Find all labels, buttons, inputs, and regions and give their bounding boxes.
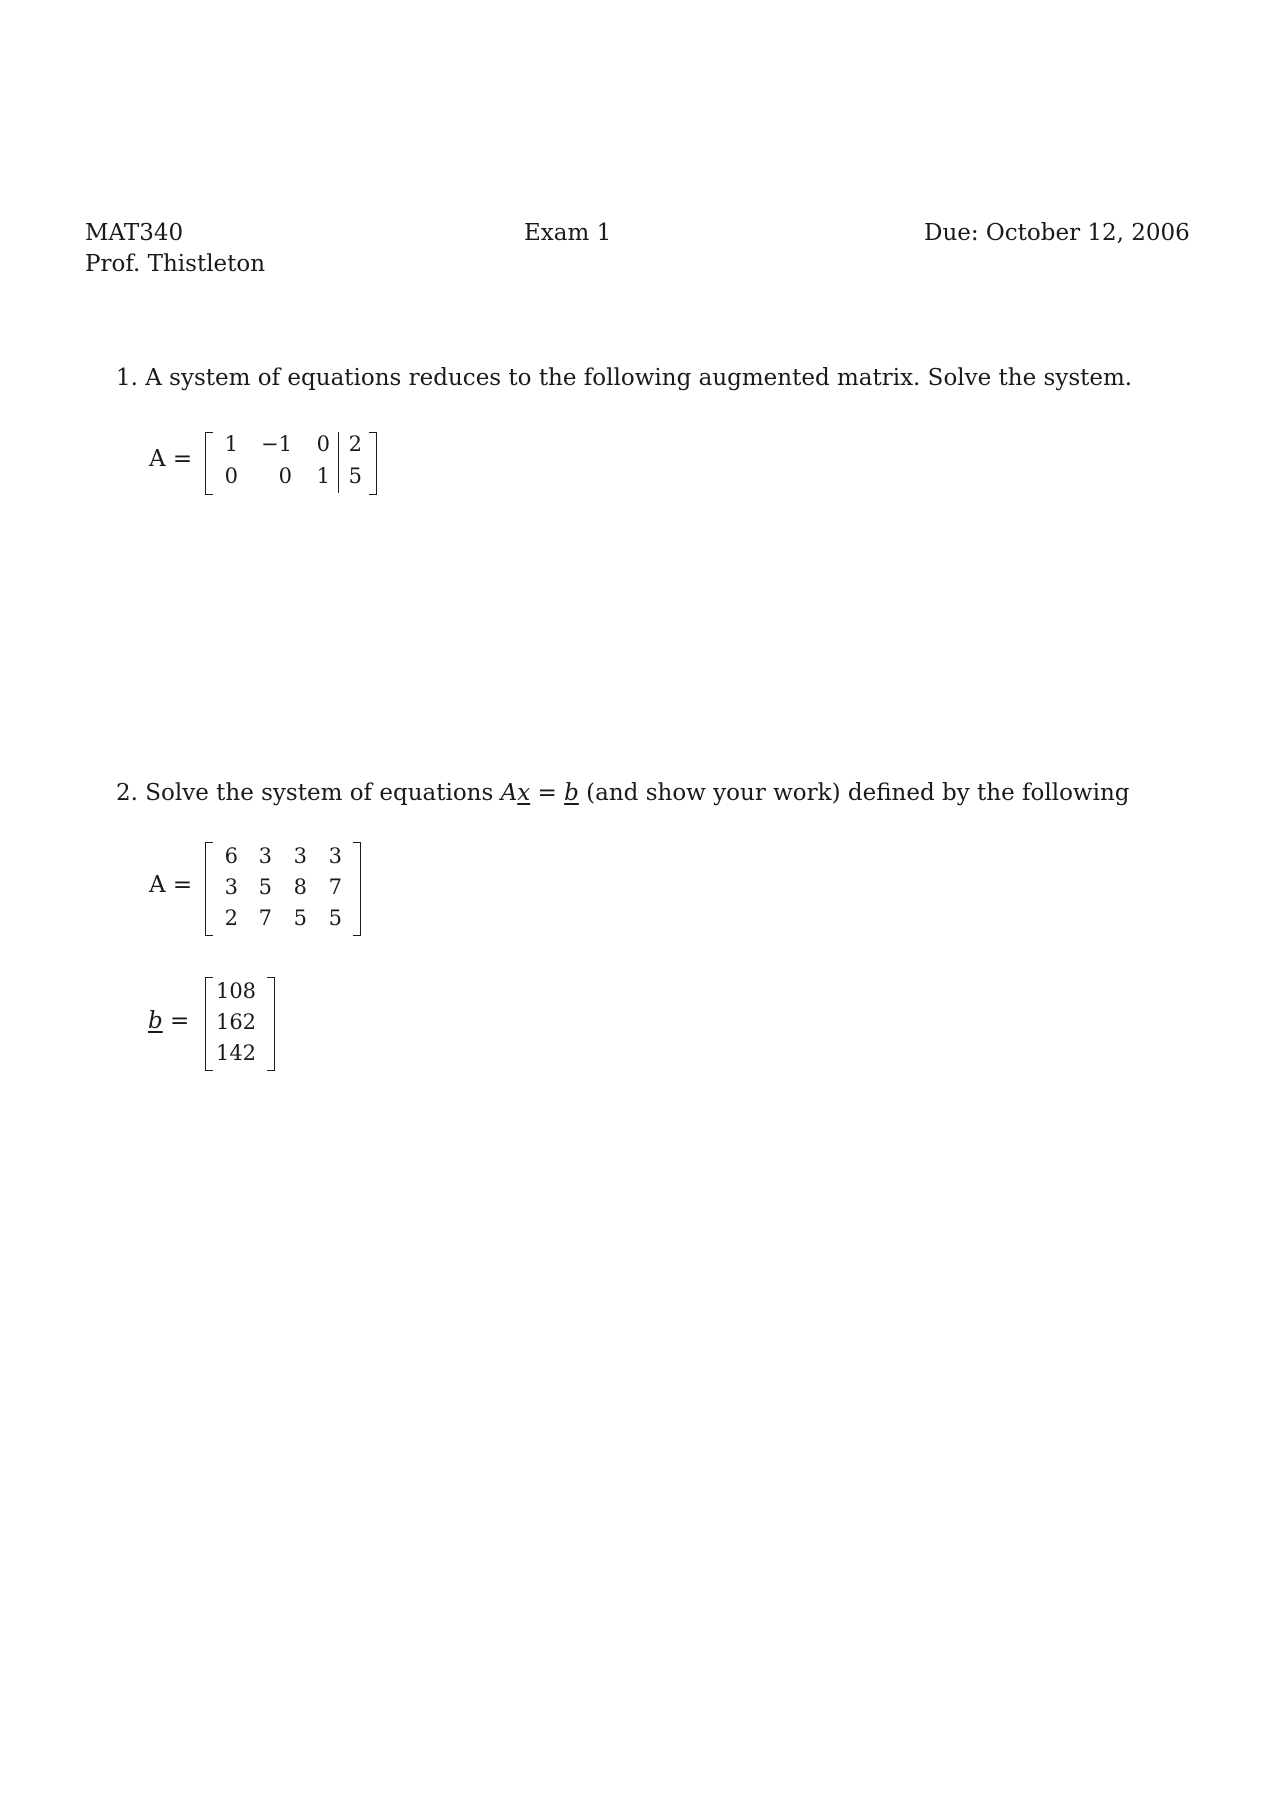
due-date: Due: October 12, 2006: [924, 220, 1190, 246]
vector-cell: 162: [215, 1010, 257, 1034]
problem-2-number: 2.: [116, 780, 138, 806]
matrix-cell: 3: [328, 844, 342, 868]
vector-b-label: [148, 1008, 189, 1034]
vector-cell: 142: [215, 1041, 257, 1065]
left-bracket: [205, 432, 213, 495]
matrix-cell: 0: [278, 464, 292, 488]
matrix-cell: 3: [224, 875, 238, 899]
vector-b-symbol: b: [148, 1008, 163, 1034]
left-bracket: [205, 842, 213, 936]
problem-2-text-after: (and show your work) defined by the following: [578, 780, 1130, 806]
professor-name: Prof. Thistleton: [85, 251, 266, 277]
equation-equals: =: [530, 780, 565, 806]
matrix-rhs-cell: 2: [348, 432, 362, 456]
matrix-cell: 1: [224, 432, 238, 456]
problem-1-number: 1.: [116, 365, 138, 391]
matrix-cell: 6: [224, 844, 238, 868]
matrix-cell: 5: [328, 906, 342, 930]
right-bracket: [369, 432, 377, 495]
matrix-cell: 7: [258, 906, 272, 930]
matrix-a-label-2: A =: [149, 872, 193, 898]
matrix-cell: 1: [316, 464, 330, 488]
augment-divider: [338, 432, 339, 493]
problem-2-statement: [116, 778, 1130, 808]
right-bracket: [267, 977, 275, 1071]
matrix-cell: 3: [293, 844, 307, 868]
equation-vector-b: b: [564, 780, 579, 806]
right-bracket: [353, 842, 361, 936]
equation-matrix-a: A: [500, 780, 518, 806]
matrix-a-label-1: A =: [149, 446, 193, 472]
matrix-cell: 0: [224, 464, 238, 488]
problem-1-text: A system of equations reduces to the following augmented matrix. Solve the system.: [145, 365, 1133, 391]
matrix-cell: 5: [258, 875, 272, 899]
matrix-rhs-cell: 5: [348, 464, 362, 488]
matrix-cell: −1: [261, 432, 292, 456]
matrix-cell: 8: [293, 875, 307, 899]
matrix-cell: 7: [328, 875, 342, 899]
problem-2-text-before: Solve the system of equations: [145, 780, 501, 806]
left-bracket: [205, 977, 213, 1071]
matrix-cell: 0: [316, 432, 330, 456]
matrix-cell: 3: [258, 844, 272, 868]
matrix-cell: 2: [224, 906, 238, 930]
exam-title: Exam 1: [524, 220, 612, 246]
problem-1-statement: [116, 363, 1132, 393]
vector-b-equals: =: [162, 1008, 190, 1034]
equation-vector-x: x: [517, 780, 531, 806]
course-code: MAT340: [85, 220, 184, 246]
matrix-cell: 5: [293, 906, 307, 930]
vector-cell: 108: [215, 979, 257, 1003]
